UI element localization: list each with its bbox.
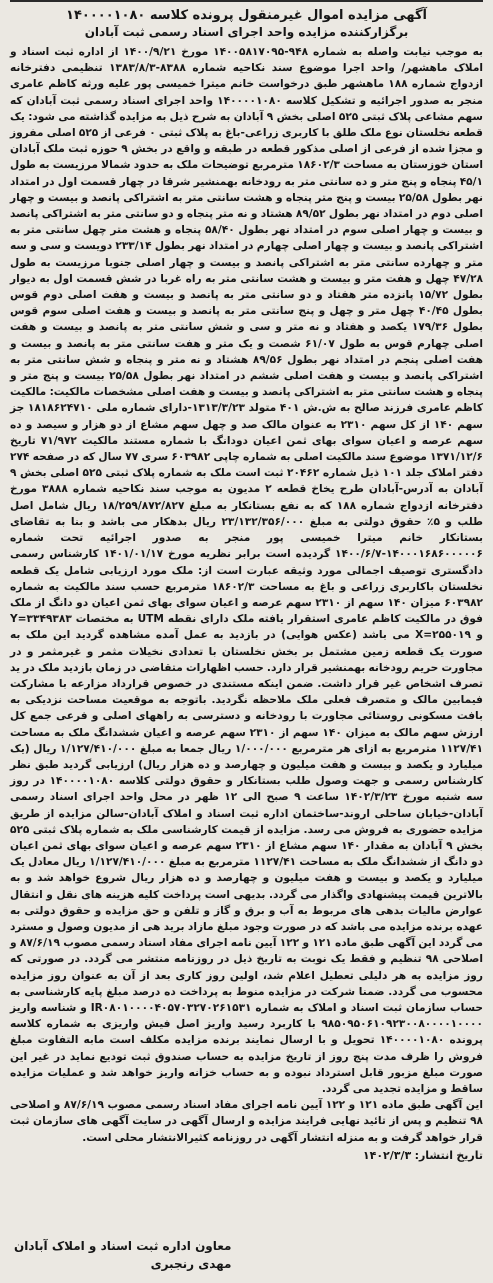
signature-block — [14, 1237, 231, 1273]
notice-body — [10, 44, 483, 1164]
signature-name: مهدی رنجبری — [150, 1257, 232, 1271]
top-rule — [10, 0, 483, 2]
publish-date: تاریخ انتشار: ۱۴۰۲/۳/۳ — [362, 1148, 483, 1162]
body-paragraph-main: به موجب نیابت واصله به شماره ۹۴۸-۱۴۰۰۵۸۱۷۰۹۵ مورخ ۱۴۰۰/۹/۲۱ از اداره ثبت اسناد و املاک ماهشهر/ واحد اجرا موضوع سند نکاحیه شماره ۸۳۸۸-۱۳۸۳/۸/۳ تنظیمی دفترخانه ازدواج شماره ۱۸۸ ماهشهر طبق درخواست خانم میترا خمیسی پور علیه ورثه کاظم عامری منجر به صدور اجرائیه و تشکیل کلاسه ۱۴۰۰۰۰۱۰۸۰ واحد اجرای اسناد رسمی ثبت آبادان که سهم مشاعی پلاک ثبتی ۵۲۵ اصلی بخش ۹ آبادان به شرح ذیل به مزایده گذاشته می شود: یک قطعه نخلستان نوع ملک طلق با کاربری زراعی-باغ به پلاک ثبتی ۰ فرعی از ۵۲۵ اصلی مفروز و مجزا شده از فرعی از اصلی مذکور قطعه در طبقه و واقع در بخش ۹ حوزه ثبت ملک آبادان استان خوزستان به مساحت ۱۸۶۰۲/۳ مترمربع توضیحات ملک به حدود شمالا مرزیست به طول ۴۵/۱ پنجاه و پنج متر و ده سانتی متر به رودخانه بهمنشیر شرقا در چهار قسمت اول در امتداد نهر بطول ۲۵/۵۸ بیست و پنج متر پنجاه و هشت سانتی متر به اشتراکی پانصد و بیست و چهار اصلی دوم در امتداد نهر بطول ۸۹/۵۲ هشتاد و نه متر پنجاه و دو سانتی متر به اشتراکی پانصد و بیست و چهار اصلی سوم در امتداد نهر بطول ۵۸/۴۰ پنجاه و هشت متر چهل سانتی متر به اشتراکی پانصد و بیست و چهار اصلی چهارم در امتداد نهر بطول ۲۳۳/۱۴ دویست و سی و سه متر و چهارده سانتی متر به اشتراکی پانصد و بیست و چهار اصلی جنوبا مرزیست به طول ۴۷/۲۸ چهل و هفت متر و بیست و هشت سانتی متر به راه غربا در شش قسمت اول به دیوار بطول ۱۵/۷۲ پانزده متر هفتاد و دو سانتی متر به پانصد و بیست و هفت اصلی دوم قوس بطول ۴۰/۴۵ چهل متر و چهل و پنج سانتی متر به پانصد و بیست و هفت اصلی سوم قوس بطول ۱۷۹/۳۶ یکصد و هفتاد و نه متر و سی و شش سانتی متر به پانصد و بیست و هفت اصلی چهارم قوس به طول ۶۱/۰۷ شصت و یک متر و هفت سانتی متر به پانصد و بیست و هفت اصلی پنجم در امتداد نهر بطول ۸۹/۵۶ هشتاد و نه متر و پنجاه و شش سانتی متر به اشتراکی پانصد و بیست و هفت اصلی ششم در امتداد نهر بطول ۲۵/۵۸ بیست و پنج متر و پنجاه و هشت سانتی متر به اشتراکی پانصد و بیست و هفت اصلی مشخصات مالکیت: مالکیت کاظم عامری فرزند صالح به ش.ش ۴۰۱ متولد ۱۳۱۳/۳/۲۳-دارای شماره ملی ۱۸۱۸۶۲۴۷۱۰ جز سهم ۱۴۰ از کل سهم ۲۳۱۰ به عنوان مالک صد و چهل سهم مشاع از دو هزار و سیصد و ده سهم عرصه و اعیان سوای بهای ثمن اعیان دودانگ با شماره مستند مالکیت ۷۱/۹۷۲ تاریخ ۱۳۷۱/۱۲/۶ موضوع سند مالکیت اصلی به شماره چاپی ۶۰۳۹۸۲ سری ۷۷ سال که در صفحه ۲۷۴ دفتر املاک جلد ۱۰۱ ذیل شماره ۲۰۴۶۲ ثبت است ملک به شماره پلاک ثبتی ۵۲۵ اصلی بخش ۹ آبادان به آدرس-آبادان طرح یخاخ قطعه ۲ مدیون به موجب سند نکاحیه شماره ۳۸۸۸ مورخ دفترخانه ازدواج شماره ۱۸۸ که به نفع بستانکار به مبلغ ۱۸/۲۵۹/۸۷۲/۸۲۷ ریال شامل اصل طلب و ۵٪ حقوق دولتی به مبلغ ۲۳/۱۳۲/۳۵۶/۰۰۰ ریال بدهکار می باشد و بنا به تقاضای بستانکار خانم میترا خمیسی پور منجر به صدور اجرائیه تحت شماره ۱۴۰۰۰۱۶۸۶۰۰۰۰۰۶-۱۴۰۰/۶/۷ گردیده است برابر نظریه مورخ ۱۴۰۱/۰۱/۱۷ کارشناس رسمی دادگستری توصیف اجمالی مورد وثیقه عبارت است از: ملک مورد ارزیابی شامل یک قطعه نخلستان باکاربری زراعی و باغ به مساحت ۱۸۶۰۲/۳ مترمربع حسب سند مالکیت به شماره ۶۰۳۹۸۲ میزان ۱۴۰ سهم از ۲۳۱۰ سهم عرصه و اعیان سوای بهای ثمن اعیان دو دانگ از ملک فوق در مالکیت کاظم عامری استقرار یافته ملک دارای نقطه UTM به مختصات Y=۳۳۴۹۳۸۳ و X=۲۵۵۰۱۹ می باشد (عکس هوایی) در بازدید به عمل آمده مشاهده گردید این ملک به صورت یک قطعه زمین مشتمل بر بخش نخلستان با تعدادی نخیلات مثمر و غیرمثمر و در مجاورت حریم رودخانه بهمنشیر قرار دارد. حسب اظهارات متقاضی در زمان بازدید ملک در ید تصرف اشخاص غیر قرار داشت. ضمن اینکه مستندی در خصوص قرارداد مزارعه با مشارکت فیمابین مالک و متصرف فعلی ملک ملاحظه نگردید. باتوجه به موقعیت مساحت نزدیکی به بافت مسکونی روستائی مجاورت با رودخانه و دسترسی به راههای اصلی و فرعی جمع کل ارزش سهم مالک به میزان ۱۴۰ سهم از ۲۳۱۰ سهم عرصه و اعیان ششدانگ ملک به مساحت ۱۱۲۷/۴۱ مترمربع به ازای هر مترمربع ۱/۰۰۰/۰۰۰ ریال جمعا به مبلغ ۱/۱۲۷/۴۱۰/۰۰۰ ریال (یک میلیارد و یکصد و بیست و هفت میلیون و چهارصد و ده هزار ریال) ارزیابی گردید طبق نظر کارشناس رسمی و جهت وصول طلب بستانکار و حقوق دولتی کلاسه ۱۴۰۰۰۰۱۰۸۰ در روز سه شنبه مورخ ۱۴۰۲/۳/۲۳ ساعت ۹ صبح الی ۱۲ ظهر در محل واحد اجرای اسناد رسمی آبادان-خیابان ساحلی اروند-ساختمان اداره ثبت اسناد و املاک آبادان-سالن مزایده از طریق مزایده حضوری به فروش می رسد. مزایده از قیمت کارشناسی ملک به شماره پلاک ثبتی ۵۲۵ بخش ۹ آبادان به مقدار ۱۴۰ سهم مشاع از ۲۳۱۰ سهم عرصه و اعیان سوای بهای ثمن اعیان دو دانگ از ششدانگ ملک به مساحت ۱۱۲۷/۴۱ مترمربع به مبلغ ۱/۱۲۷/۴۱۰/۰۰۰ ریال معادل یک میلیارد و یکصد و بیست و هفت میلیون و چهارصد و ده هزار ریال شروع خواهد شد و به بالاترین قیمت پیشنهادی واگذار می گردد. بدیهی است پرداخت کلیه هزینه های نقل و انتقال عوارض مالیات بدهی های مربوط به آب و برق و گاز و تلفن و حق مزایده و حقوق دولتی به عهده برنده مزایده می باشد که در صورت وجود مبلغ مازاد برید هی از مدیون وصول و مسترد می گردد این آگهی طبق ماده ۱۲۱ و ۱۲۲ آیین نامه اجرای مفاد اسناد رسمی مصوب ۸۷/۶/۱۹ و اصلاحی ۹۸ تنظیم و فقط یک نوبت به تاریخ ذیل در روزنامه منتشر می گردد. در صورتی که روز مزایده به هر دلیلی تعطیل اعلام شد، اولین روز کاری بعد از آن به عنوان روز مزایده محسوب می گردد. ضمنا شرکت در مزایده منوط به پرداخت ده درصد مبلغ پایه کارشناسی به حساب سازمان ثبت اسناد و املاک به شماره IR۰۸۰۱۰۰۰۰۴۰۵۷۰۳۲۷۰۲۶۱۵۳۱ و شناسه واریز ۹۸۵۰۹۵۰۶۱۰۹۲۳۰۰۸۰۰۰۰۱۰۰۰۰ با کاربرد رسید واریز اصل فیش واریزی به شماره کلاسه پرونده ۱۴۰۰۰۰۱۰۸۰ تحویل و با ارسال نمایند برنده مزایده مکلف است مابه التفاوت مبلغ فروش را ظرف مدت پنج روز از تاریخ مزایده به حساب صندوق ثبت تودیع نماید در غیر این صورت مبلغ مزبور قابل استرداد نبوده و به حساب خزانه واریز خواهد شد و عملیات مزایده ساقط و مزایده تجدید می گردد. — [10, 46, 484, 1095]
signature-title: معاون اداره ثبت اسناد و املاک آبادان — [14, 1239, 232, 1253]
notice-subtitle: برگزارکننده مزایده واحد اجرای اسناد رسمی ثبت آبادان — [84, 25, 409, 39]
notice-title: آگهی مزایده اموال غیرمنقول پرونده کلاسه ۱۴۰۰۰۰۱۰۸۰ — [66, 8, 427, 23]
body-paragraph-closing: این آگهی طبق ماده ۱۲۱ و ۱۲۲ آیین نامه اجرای مفاد اسناد رسمی مصوب ۸۷/۶/۱۹ و اصلاحی ۹۸ تنظیم و پس از تائید نهایی فرایند مزایده و ارسال آگهی در سایت آگهی های سازمان ثبت قرار خواهد گرفت و به منزله انتشار آگهی در روزنامه کثیرالانتشار محلی است. — [10, 1099, 483, 1144]
